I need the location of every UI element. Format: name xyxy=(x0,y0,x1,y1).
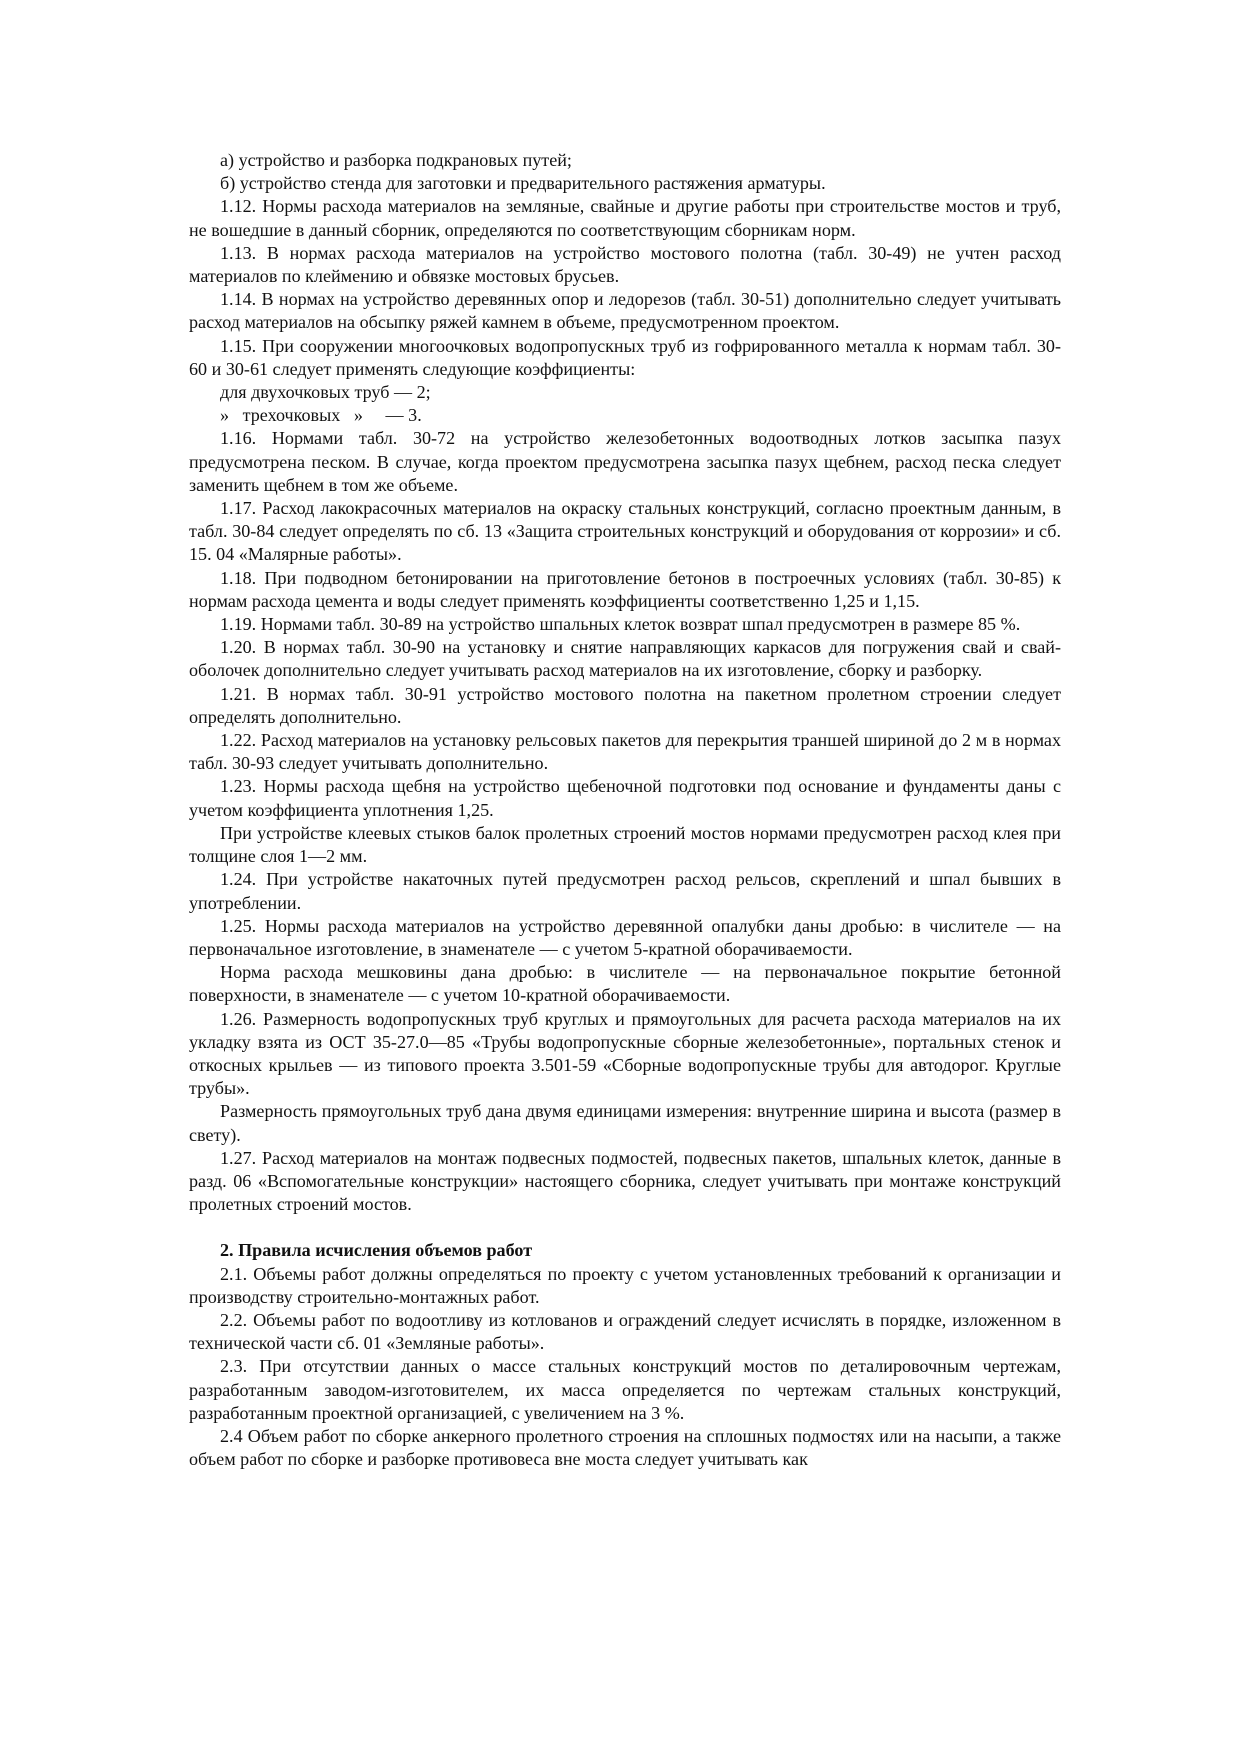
ditto-value: — 3. xyxy=(385,405,422,426)
paragraph-item-a: а) устройство и разборка подкрановых путей; xyxy=(220,150,572,170)
ditto-mark: » xyxy=(220,405,230,426)
paragraph-glue-joints: При устройстве клеевых стыков балок пролетных строений мостов нормами предусмотрен расход клея при толщине слоя 1—2 мм. xyxy=(189,822,1061,867)
paragraph-item-b: б) устройство стенда для заготовки и предварительного растяжения арматуры. xyxy=(220,173,826,194)
paragraph-2-2: 2.2. Объемы работ по водоотливу из котлованов и ограждений следует исчислять в порядке, изложенном в технической части сб. 01 «Земляные работы». xyxy=(189,1309,1061,1354)
section-heading: 2. Правила исчисления объемов работ xyxy=(220,1240,533,1261)
paragraph-2-1: 2.1. Объемы работ должны определяться по проекту с учетом установленных требований к организации и производству строительно-монтажных работ. xyxy=(189,1263,1061,1307)
paragraph-1-25: 1.25. Нормы расхода материалов на устройство деревянной опалубки даны дробью: в числителе — на первоначальное изготовление, в знаменателе — с учетом 5-кратной оборачиваемости. xyxy=(189,915,1061,959)
paragraph-rect-pipes: Размерность прямоугольных труб дана двумя единицами измерения: внутренние ширина и высота (размер в свету). xyxy=(189,1101,1061,1145)
ditto-word: трехочковых xyxy=(242,405,341,426)
paragraph-2-4: 2.4 Объем работ по сборке анкерного пролетного строения на сплошных подмостях или на насыпи, а также объем работ по сборке и разборке противовеса вне моста следует учитывать как xyxy=(189,1425,1061,1470)
paragraph-1-27: 1.27. Расход материалов на монтаж подвесных подмостей, подвесных пакетов, шпальных клеток, данные в разд. 06 «Вспомогательные конструкции» настоящего сборника, следует учитывать при монтаже конструкций пролетных строений мостов. xyxy=(189,1147,1061,1215)
paragraph-1-14: 1.14. В нормах на устройство деревянных опор и ледорезов (табл. 30-51) дополнительно следует учитывать расход материалов на обсыпку ряжей камнем в объеме, предусмотренном проектом. xyxy=(189,289,1061,333)
coefficient-two-bore: для двухочковых труб — 2; xyxy=(220,382,431,403)
paragraph-1-15: 1.15. При сооружении многоочковых водопропускных труб из гофрированного металла к нормам табл. 30-60 и 30-61 следует применять следующие коэффициенты: xyxy=(189,335,1061,379)
paragraph-1-17: 1.17. Расход лакокрасочных материалов на окраску стальных конструкций, согласно проектным данным, в табл. 30-84 следует определять по сб. 13 «Защита строительных конструкций и оборудования от коррозии» и сб. 15. 04 «Малярные работы». xyxy=(189,498,1061,565)
paragraph-1-19: 1.19. Нормами табл. 30-89 на устройство шпальных клеток возврат шпал предусмотрен в размере 85 %. xyxy=(220,614,1021,635)
paragraph-1-21: 1.21. В нормах табл. 30-91 устройство мостового полотна на пакетном пролетном строении следует определять дополнительно. xyxy=(189,683,1061,727)
paragraph-1-23: 1.23. Нормы расхода щебня на устройство щебеночной подготовки под основание и фундаменты даны с учетом коэффициента уплотнения 1,25. xyxy=(189,776,1061,820)
coefficient-three-bore xyxy=(189,404,1061,427)
ditto-mark: » xyxy=(353,405,363,426)
document-page xyxy=(189,149,1061,1471)
paragraph-1-13: 1.13. В нормах расхода материалов на устройство мостового полотна (табл. 30-49) не учтен расход материалов по клеймению и обвязке мостовых брусьев. xyxy=(189,242,1061,287)
paragraph-1-26: 1.26. Размерность водопропускных труб круглых и прямоугольных для расчета расхода материалов на их укладку взята из ОСТ 35-27.0—85 «Трубы водопропускные сборные железобетонные», портальных стенок и откосных крыльев — из типового проекта 3.501-59 «Сборные водопропускные трубы для автодорог. Круглые трубы». xyxy=(189,1008,1061,1099)
paragraph-2-3: 2.3. При отсутствии данных о массе стальных конструкций мостов по деталировочным чертежам, разработанным заводом-изготовителем, их масса определяется по чертежам стальных конструкций, разработанным проектной организацией, с увеличением на 3 %. xyxy=(189,1356,1061,1423)
paragraph-1-12: 1.12. Нормы расхода материалов на земляные, свайные и другие работы при строительстве мостов и труб, не вошедшие в данный сборник, определяются по соответствующим сборникам норм. xyxy=(189,196,1061,240)
paragraph-1-18: 1.18. При подводном бетонировании на приготовление бетонов в построечных условиях (табл. 30-85) к нормам расхода цемента и воды следует применять коэффициенты соответственно 1,25 и 1,15. xyxy=(189,567,1061,611)
paragraph-1-20: 1.20. В нормах табл. 30-90 на установку и снятие направляющих каркасов для погружения свай и свай-оболочек дополнительно следует учитывать расход материалов на их изготовление, сборку и разборку. xyxy=(189,637,1061,681)
paragraph-1-24: 1.24. При устройстве накаточных путей предусмотрен расход рельсов, скреплений и шпал бывших в употреблении. xyxy=(189,869,1061,913)
paragraph-1-22: 1.22. Расход материалов на установку рельсовых пакетов для перекрытия траншей шириной до 2 м в нормах табл. 30-93 следует учитывать дополнительно. xyxy=(189,730,1061,774)
paragraph-burlap: Норма расхода мешковины дана дробью: в числителе — на первоначальное покрытие бетонной поверхности, в знаменателе — с учетом 10-кратной оборачиваемости. xyxy=(189,962,1061,1006)
paragraph-1-16: 1.16. Нормами табл. 30-72 на устройство железобетонных водоотводных лотков засыпка пазух предусмотрена песком. В случае, когда проектом предусмотрена засыпка пазух щебнем, расход песка следует заменить щебнем в том же объеме. xyxy=(189,428,1061,495)
